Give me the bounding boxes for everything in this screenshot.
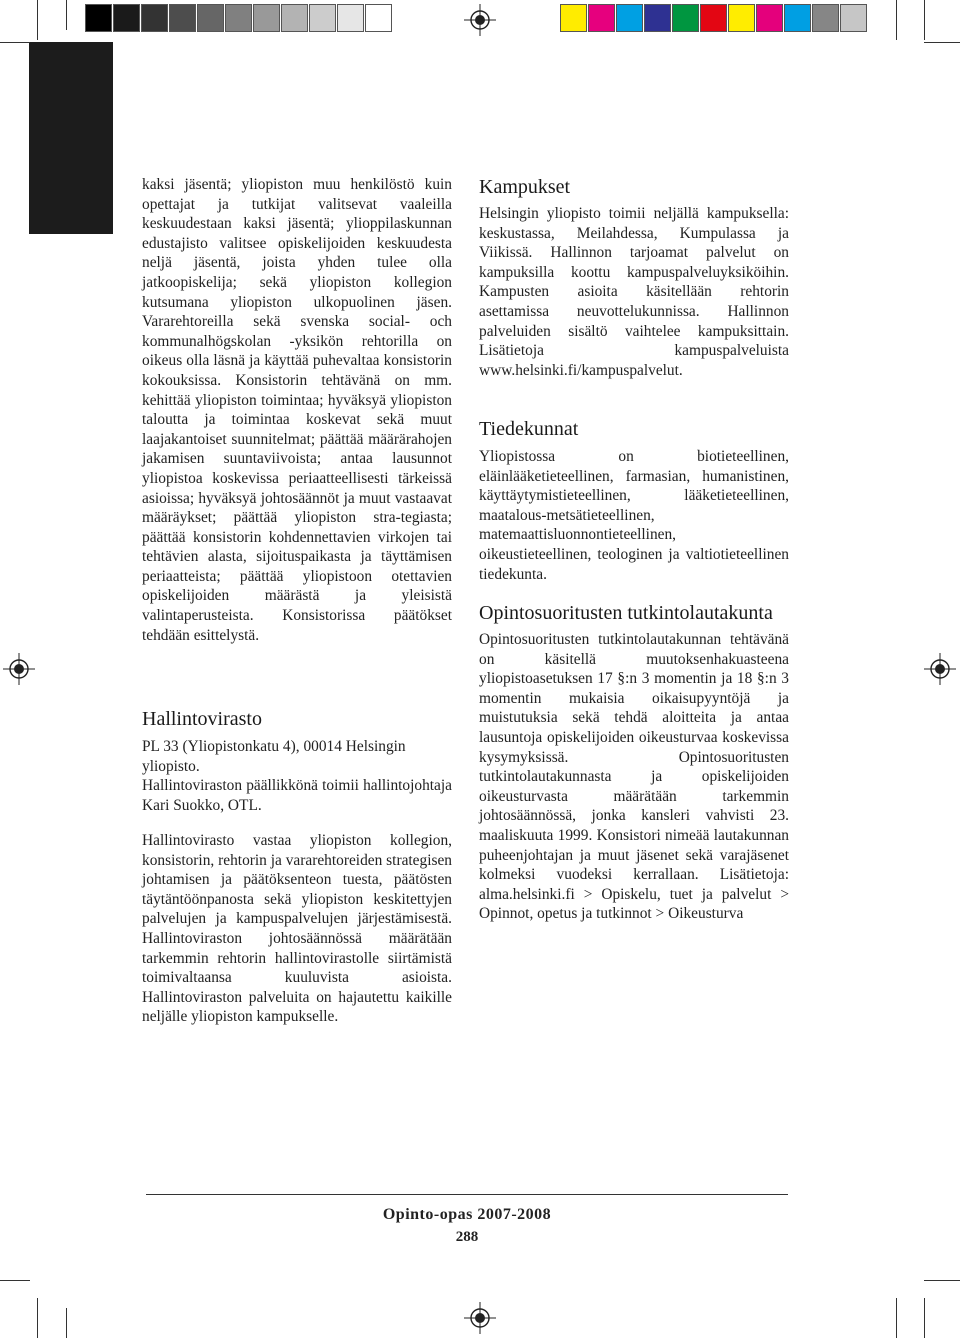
color-swatch xyxy=(756,4,783,32)
kampukset-section xyxy=(479,204,789,380)
color-swatch xyxy=(85,4,112,32)
color-swatch xyxy=(784,4,811,32)
crop-mark xyxy=(0,42,30,43)
color-swatch xyxy=(141,4,168,32)
color-swatch xyxy=(812,4,839,32)
color-swatch xyxy=(616,4,643,32)
process-color-bar xyxy=(560,4,868,32)
konsistori-paragraph: kaksi jäsentä; yliopiston muu henkilöstö kuin opettajat ja tutkijat valitsevat vaaleilla keskuudestaan kaksi jäsentä; ylioppilaskunnan edustajisto valitsee opiskelijoiden keskuudesta neljä jäsentä, joista yhden tulee olla jatkoopiskelija; sekä yliopiston kollegion kutsumana yliopiston ulkopuolinen jäsen. Vararehtoreilla sekä svenska social- och kommunalhögskolan -yksikön rehtorilla on oikeus olla läsnä ja käyttää puhevaltaa konsistorin kokouksissa. Konsistorin tehtävänä on mm. kehittää yliopiston toimintaa; hyväksyä yliopiston taloutta ja toimintaa koskevat sekä muut laajakantoiset suunnitelmat; päättää määrärahojen jakamisen suuntaviivoista; antaa lausunnot yliopistoa koskevissa periaatteellisesti tärkeissä asioissa; hyväksyä johtosäännöt ja muut vastaavat määräykset; päättää yliopiston stra-tegiasta; päättää konsistorin kohdennettavien virkojen tai tehtävien alasta, sijoituspaikasta ja täyttämisen periaatteista; päättää yliopistoon otettavien opiskelijoiden määrästä ja yleisistä valintaperusteista. Konsistorissa päätökset tehdään esittelystä. xyxy=(142,176,452,644)
chapter-thumb-tab xyxy=(29,42,113,234)
kampukset-heading: Kampukset xyxy=(479,176,571,198)
tiedekunnat-heading: Tiedekunnat xyxy=(479,418,579,440)
crop-mark xyxy=(0,1280,30,1281)
tutkintolautakunta-paragraph: Opintosuoritusten tutkintolautakunnan tehtävänä on käsitellä muutoksenhakuasteena yliopistoasetuksen 17 §:n 3 momentin ja 18 §:n 3 momentin mukaisia oikaisupyyntöjä ja muistutuksia sekä tehdä aloitteita ja antaa lausuntoja opiskelijoiden oikeusturvaa koskevissa kysymyksissä. Opintosuoritusten tutkintolautakunnasta ja opiskelijoiden oikeusturvasta määrätään tarkemmin johtosäännössä, jonka kansleri vahvisti 23. maaliskuuta 1999. Konsistori nimeää lautakunnan puheenjohtajan ja muut jäsenet sekä varajäsenet kolmeksi vuodeksi kerrallaan. Lisätietoja: alma.helsinki.fi > Opiskelu, tuet ja palvelut > Opinnot, opetus ja tutkinnot > Oikeusturva xyxy=(479,631,789,923)
color-swatch xyxy=(225,4,252,32)
registration-mark-icon xyxy=(924,653,956,685)
registration-mark-icon xyxy=(3,653,35,685)
tutkintolautakunta-section xyxy=(479,630,789,924)
hallintovirasto-heading: Hallintovirasto xyxy=(142,708,262,730)
color-swatch xyxy=(253,4,280,32)
left-text-column xyxy=(142,175,452,645)
head-of-office-text: Hallintoviraston päällikkönä toimii hallintojohtaja Kari Suokko, OTL. xyxy=(142,777,452,814)
color-swatch xyxy=(197,4,224,32)
color-swatch xyxy=(728,4,755,32)
grayscale-color-bar xyxy=(85,4,393,32)
color-swatch xyxy=(644,4,671,32)
color-swatch xyxy=(337,4,364,32)
footer-rule xyxy=(146,1194,788,1195)
kampukset-paragraph: Helsingin yliopisto toimii neljällä kampuksella: keskustassa, Meilahdessa, Kumpulassa ja Viikissä. Hallinnon tarjoamat palvelut on kampuksilla koottu kampuspalveluyksiköihin. Kampusten asioita käsitellään rehtorin asettamissa neuvottelukunnissa. Hallinnon palveluiden sisältö vaihtelee kampuksittain. Lisätietoja kampuspalveluista www.helsinki.fi/kampuspalvelut. xyxy=(479,205,789,379)
crop-mark xyxy=(37,0,38,40)
crop-mark xyxy=(66,0,67,30)
footer-publication-title: Opinto-opas 2007-2008 xyxy=(382,1206,552,1223)
crop-mark xyxy=(37,1298,38,1338)
tutkintolautakunta-heading: Opintosuoritusten tutkintolautakunta xyxy=(479,602,773,624)
registration-mark-icon xyxy=(464,4,496,36)
office-paragraph: Hallintovirasto vastaa yliopiston kollegion, konsistorin, rehtorin ja vararehtoreiden strategisen johtamisen ja päätöksenteon tuesta, päätösten täytäntöönpanosta sekä yliopiston keskitettyjen palvelujen ja kampuspalvelujen järjestämisestä. Hallintoviraston johtosäännössä määrätään tarkemmin rehtorin hallintovirastolle siirtämistä toimivaltaansa kuuluvista asioista. Hallintoviraston palveluita on hajautettu kaikille neljälle yliopiston kampukselle. xyxy=(142,832,452,1026)
color-swatch xyxy=(309,4,336,32)
crop-mark xyxy=(896,0,897,40)
color-swatch xyxy=(169,4,196,32)
hallintovirasto-contact xyxy=(142,737,452,815)
tiedekunnat-paragraph: Yliopistossa on biotieteellinen, eläinlääketieteellinen, farmasian, humanistinen, käyttäytymistieteellinen, lääketieteellinen, maatalous-metsätieteellinen, matemaattisluonnontieteellinen, oikeustieteellinen, teologinen ja valtiotieteellinen tiedekunta. xyxy=(479,448,789,583)
crop-mark xyxy=(924,1298,925,1338)
registration-mark-icon xyxy=(464,1302,496,1334)
hallintovirasto-description xyxy=(142,831,452,1027)
color-swatch xyxy=(560,4,587,32)
page-number: 288 xyxy=(455,1229,479,1245)
color-swatch xyxy=(700,4,727,32)
color-swatch xyxy=(113,4,140,32)
color-swatch xyxy=(281,4,308,32)
address-text: PL 33 (Yliopistonkatu 4), 00014 Helsingin yliopisto. xyxy=(142,738,406,775)
crop-mark xyxy=(924,1280,960,1281)
crop-mark xyxy=(924,42,960,43)
tiedekunnat-section xyxy=(479,447,789,584)
color-swatch xyxy=(365,4,392,32)
color-swatch xyxy=(840,4,867,32)
crop-mark xyxy=(924,0,925,40)
crop-mark xyxy=(896,1298,897,1338)
color-swatch xyxy=(672,4,699,32)
crop-mark xyxy=(66,1308,67,1338)
color-swatch xyxy=(588,4,615,32)
